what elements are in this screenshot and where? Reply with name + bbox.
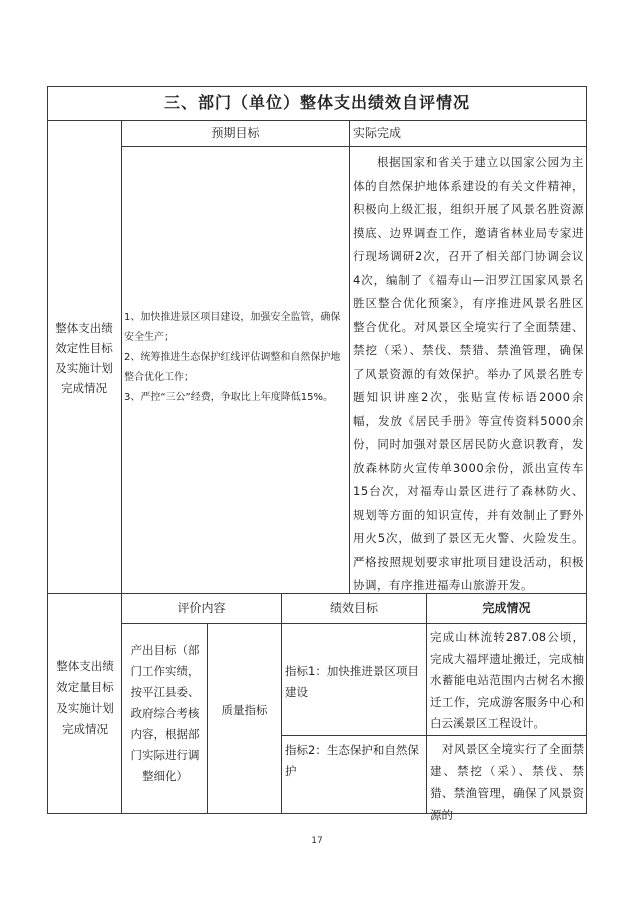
indicator-1-result: 完成山林流转287.08公顷，完成大福坪遗址搬迁，完成柚水蓄能电站范围内古树名木搬迁工作，完成游客服务中心和白云溪景区工程设计。	[430, 630, 584, 730]
rule-label-column	[121, 120, 122, 814]
expected-goal-list	[124, 308, 347, 408]
indicator-1-target: 指标1：加快推进景区项目建设	[285, 664, 419, 699]
expected-goal-header: 预期目标	[211, 126, 260, 140]
quality-indicator-label: 质量指标	[221, 703, 268, 717]
quantitative-row-label: 整体支出绩效定量目标及实施计划完成情况	[56, 659, 114, 736]
indicator-2-target: 指标2：生态保护和自然保护	[285, 743, 419, 778]
table-border-left	[47, 86, 48, 814]
rule-below-quant-header	[121, 623, 587, 624]
rule-expected-actual-split	[349, 120, 350, 594]
table-border-right	[586, 86, 587, 814]
completion-status-header: 完成情况	[482, 601, 531, 615]
perf-target-header: 绩效目标	[329, 601, 378, 615]
page-number: 17	[311, 836, 323, 846]
section-title: 三、部门（单位）整体支出绩效自评情况	[163, 93, 470, 112]
expected-goal-item: 2、统筹推进生态保护红线评估调整和自然保护地整合优化工作；	[124, 352, 341, 383]
rule-target-result-split	[426, 593, 427, 814]
expected-goal-item: 1、加快推进景区项目建设，加强安全监管，确保安全生产；	[124, 312, 341, 343]
rule-eval-target-split	[281, 593, 282, 814]
actual-completion-header: 实际完成	[353, 126, 402, 140]
indicator-2-result: 对风景区全境实行了全面禁建、禁挖（采）、禁伐、禁猎、禁渔管理，确保了风景资源的	[430, 742, 584, 822]
qualitative-row-label: 整体支出绩效定性目标及实施计划完成情况	[55, 321, 113, 395]
actual-completion-text: 根据国家和省关于建立以国家公园为主体的自然保护地体系建设的有关文件精神，积极向上级汇报，组织开展了风景名胜资源摸底、边界调查工作，邀请省林业局专家进行现场调研2次，召开了相关部门协调会议4次，编制了《福寿山—汨罗江国家风景名胜区整合优化预案》，有序推进风景名胜区整合优化。对风景区全境实行了全面禁建、禁挖（采）、禁伐、禁猎、禁渔管理，确保了风景资源的有效保护。举办了风景名胜专题知识讲座2次，张贴宣传标语2000余幅，发放《居民手册》等宣传资料5000余份，同时加强对景区居民防火意识教育，发放森林防火宣传单3000余份，派出宣传车15台次，对福寿山景区进行了森林防火、规划等方面的知识宣传，并有效制止了野外用火5次，做到了景区无火警、火险发生。严格按照规划要求审批项目建设活动，积极协调，有序推进福寿山旅游开发。	[353, 155, 584, 592]
output-target-text: 产出目标（部门工作实绩，按平江县委、政府综合考核内容，根据部门实际进行调整细化）	[130, 643, 200, 783]
expected-goal-item: 3、严控“三公”经费，争取比上年度降低15%。	[124, 392, 333, 403]
rule-below-qual-header	[121, 146, 587, 147]
rule-between-indicators	[281, 735, 587, 736]
eval-content-header: 评价内容	[177, 601, 226, 615]
